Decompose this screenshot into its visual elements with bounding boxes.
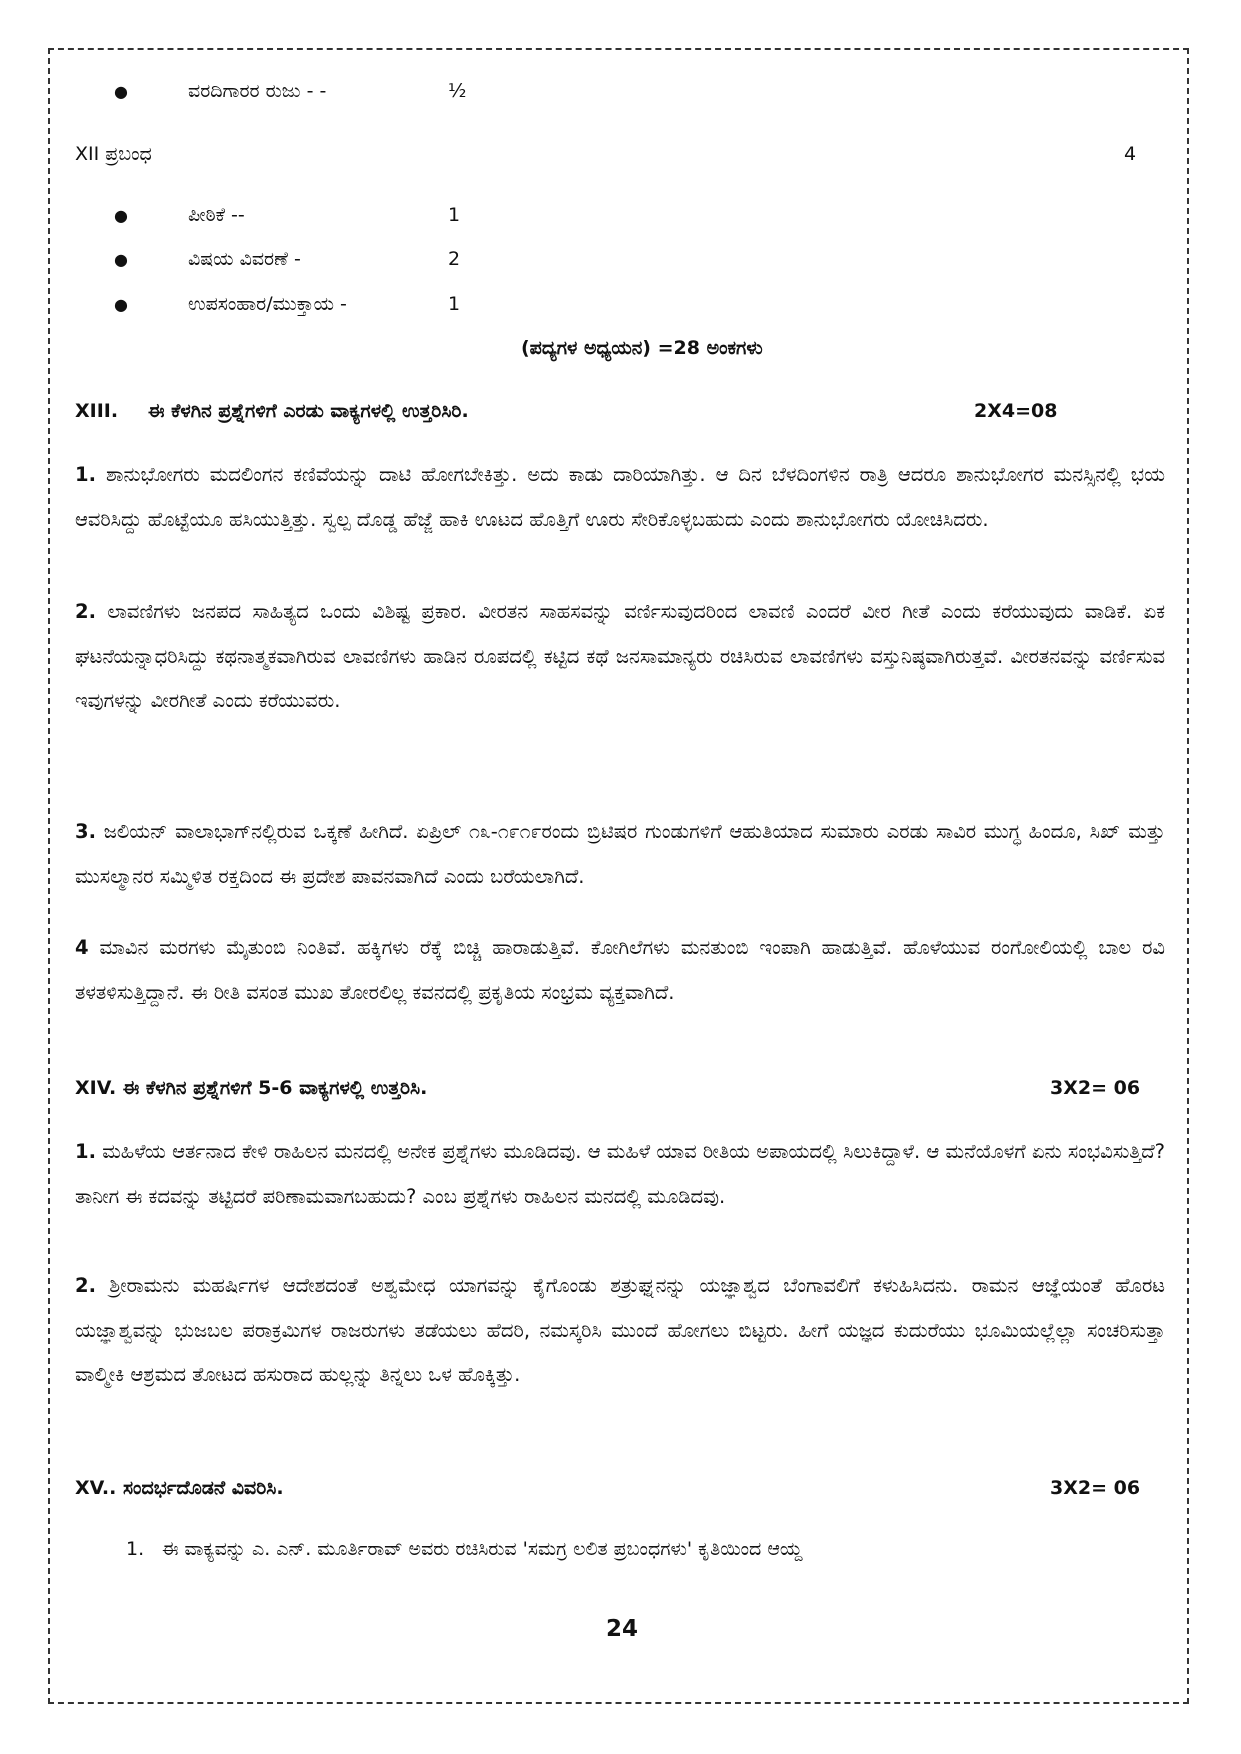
section-xii-item-mark: 1 — [448, 293, 461, 315]
answer-text: ಮಾವಿನ ಮರಗಳು ಮೈತುಂಬಿ ನಿಂತಿವೆ. ಹಕ್ಕಿಗಳು ರೆಕ್ಕೆ ಬಿಚ್ಚಿ ಹಾರಾಡುತ್ತಿವೆ. ಕೋಗಿಲೆಗಳು ಮನತುಂಬಿ ಇಂಪಾಗಿ ಹಾಡುತ್ತಿವೆ. ಹೊಳೆಯುವ ರಂಗೋಲಿಯಲ್ಲಿ ಬಾಲ ರವಿ ತಳತಳಿಸುತ್ತಿದ್ದಾನೆ. ಈ ರೀತಿ ವಸಂತ ಮುಖ ತೋರಲಿಲ್ಲ ಕವನದಲ್ಲಿ ಪ್ರಕೃತಿಯ ಸಂಭ್ರಮ ವ್ಯಕ್ತವಾಗಿದೆ. — [75, 936, 1165, 1004]
section-xiii-question: ಈ ಕೆಳಗಿನ ಪ್ರಶ್ನೆಗಳಿಗೆ ಎರಡು ವಾಕ್ಯಗಳಲ್ಲಿ ಉತ್ತರಿಸಿರಿ. — [148, 400, 469, 422]
answer-text: ಶಾನುಭೋಗರು ಮದಲಿಂಗನ ಕಣಿವೆಯನ್ನು ದಾಟಿ ಹೋಗಬೇಕಿತ್ತು. ಅದು ಕಾಡು ದಾರಿಯಾಗಿತ್ತು. ಆ ದಿನ ಬೆಳದಿಂಗಳಿನ ರಾತ್ರಿ ಆದರೂ ಶಾನುಭೋಗರ ಮನಸ್ಸಿನಲ್ಲಿ ಭಯ ಆವರಿಸಿದ್ದು ಹೊಟ್ಟೆಯೂ ಹಸಿಯುತ್ತಿತ್ತು. ಸ್ವಲ್ಪ ದೊಡ್ಡ ಹೆಜ್ಜೆ ಹಾಕಿ ಊಟದ ಹೊತ್ತಿಗೆ ಊರು ಸೇರಿಕೊಳ್ಳಬಹುದು ಎಂದು ಶಾನುಭೋಗರು ಯೋಚಿಸಿದರು. — [75, 463, 1166, 531]
bullet-icon: ● — [114, 250, 128, 269]
answer-number: 1. — [75, 463, 96, 486]
answer-paragraph — [75, 590, 1165, 724]
answer-text: ಶ್ರೀರಾಮನು ಮಹರ್ಷಿಗಳ ಆದೇಶದಂತೆ ಅಶ್ವಮೇಧ ಯಾಗವನ್ನು ಕೈಗೊಂಡು ಶತ್ರುಘ್ನನನ್ನು ಯಜ್ಞಾಶ್ವದ ಬೆಂಗಾವಲಿಗೆ ಕಳುಹಿಸಿದನು. ರಾಮನ ಆಜ್ಞೆಯಂತೆ ಹೊರಟ ಯಜ್ಞಾಶ್ವವನ್ನು ಭುಜಬಲ ಪರಾಕ್ರಮಿಗಳ ರಾಜರುಗಳು ತಡೆಯಲು ಹೆದರಿ, ನಮಸ್ಕರಿಸಿ ಮುಂದೆ ಹೋಗಲು ಬಿಟ್ಟರು. ಹೀಗೆ ಯಜ್ಞದ ಕುದುರೆಯು ಭೂಮಿಯಲ್ಲೆಲ್ಲಾ ಸಂಚರಿಸುತ್ತಾ ವಾಲ್ಮೀಕಿ ಆಶ್ರಮದ ತೋಟದ ಹಸುರಾದ ಹುಲ್ಲನ್ನು ತಿನ್ನಲು ಒಳ ಹೊಕ್ಕಿತ್ತು. — [75, 1274, 1165, 1386]
section-xii-item-label: ಉಪಸಂಹಾರ/ಮುಕ್ತಾಯ - — [188, 293, 347, 315]
section-xiv-heading: XIV. ಈ ಕೆಳಗಿನ ಪ್ರಶ್ನೆಗಳಿಗೆ 5-6 ವಾಕ್ಯಗಳಲ್ಲಿ ಉತ್ತರಿಸಿ. — [75, 1077, 428, 1099]
section-xiv-marks: 3X2= 06 — [1050, 1077, 1141, 1099]
answer-text: ಲಾವಣಿಗಳು ಜನಪದ ಸಾಹಿತ್ಯದ ಒಂದು ವಿಶಿಷ್ಟ ಪ್ರಕಾರ. ವೀರತನ ಸಾಹಸವನ್ನು ವರ್ಣಿಸುವುದರಿಂದ ಲಾವಣಿ ಎಂದರೆ ವೀರ ಗೀತೆ ಎಂದು ಕರೆಯುವುದು ವಾಡಿಕೆ. ಏಕ ಘಟನೆಯನ್ನಾಧರಿಸಿದ್ದು ಕಥನಾತ್ಮಕವಾಗಿರುವ ಲಾವಣಿಗಳು ಹಾಡಿನ ರೂಪದಲ್ಲಿ ಕಟ್ಟಿದ ಕಥೆ ಜನಸಾಮಾನ್ಯರು ರಚಿಸಿರುವ ಲಾವಣಿಗಳು ವಸ್ತುನಿಷ್ಠವಾಗಿರುತ್ತವೆ. ವೀರತನವನ್ನು ವರ್ಣಿಸುವ ಇವುಗಳನ್ನು ವೀರಗೀತೆ ಎಂದು ಕರೆಯುವರು. — [75, 600, 1165, 712]
answer-number: 2. — [75, 1274, 96, 1297]
answer-paragraph — [75, 810, 1165, 899]
answer-paragraph — [75, 1264, 1165, 1398]
section-xv-item-number: 1. — [126, 1538, 145, 1560]
answer-text: ಮಹಿಳೆಯ ಆರ್ತನಾದ ಕೇಳಿ ರಾಹಿಲನ ಮನದಲ್ಲಿ ಅನೇಕ ಪ್ರಶ್ನೆಗಳು ಮೂಡಿದವು. ಆ ಮಹಿಳೆ ಯಾವ ರೀತಿಯ ಅಪಾಯದಲ್ಲಿ ಸಿಲುಕಿದ್ದಾಳೆ. ಆ ಮನೆಯೊಳಗೆ ಏನು ಸಂಭವಿಸುತ್ತಿದೆ? ತಾನೀಗ ಈ ಕದವನ್ನು ತಟ್ಟಿದರೆ ಪರಿಣಾಮವಾಗಬಹುದು? ಎಂಬ ಪ್ರಶ್ನೆಗಳು ರಾಹಿಲನ ಮನದಲ್ಲಿ ಮೂಡಿದವು. — [75, 1140, 1166, 1208]
answer-paragraph — [75, 926, 1165, 1015]
answer-number: 3. — [75, 820, 96, 843]
section-xv-item-text: ಈ ವಾಕ್ಯವನ್ನು ಎ. ಎನ್. ಮೂರ್ತಿರಾವ್ ಅವರು ರಚಿಸಿರುವ 'ಸಮಗ್ರ ಲಲಿತ ಪ್ರಬಂಧಗಳು' ಕೃತಿಯಿಂದ ಆಯ್ದ — [162, 1538, 802, 1560]
top-item-label: ವರದಿಗಾರರ ರುಜು - - — [188, 80, 327, 102]
bullet-icon: ● — [114, 82, 128, 101]
answer-text: ಜಲಿಯನ್ ವಾಲಾಭಾಗ್‌ನಲ್ಲಿರುವ ಒಕ್ಕಣೆ ಹೀಗಿದೆ. ಏಪ್ರಿಲ್ ೧೩-೧೯೧೯ರಂದು ಬ್ರಿಟಿಷರ ಗುಂಡುಗಳಿಗೆ ಆಹುತಿಯಾದ ಸುಮಾರು ಎರಡು ಸಾವಿರ ಮುಗ್ಧ ಹಿಂದೂ, ಸಿಖ್ ಮತ್ತು ಮುಸಲ್ಮಾನರ ಸಮ್ಮಿಳಿತ ರಕ್ತದಿಂದ ಈ ಪ್ರದೇಶ ಪಾವನವಾಗಿದೆ ಎಂದು ಬರೆಯಲಾಗಿದೆ. — [75, 820, 1166, 888]
section-xv-heading: XV.. ಸಂದರ್ಭದೊಡನೆ ವಿವರಿಸಿ. — [75, 1477, 284, 1499]
answer-number: 2. — [75, 600, 96, 623]
section-xii-item-label: ವಿಷಯ ವಿವರಣೆ - — [188, 248, 301, 270]
answer-paragraph — [75, 453, 1165, 542]
poetry-section-heading: (ಪದ್ಯಗಳ ಅಧ್ಯಯನ) =28 ಅಂಕಗಳು — [521, 337, 763, 359]
section-xiii-roman: XIII. — [75, 400, 119, 422]
section-xii-item-mark: 2 — [448, 248, 461, 270]
answer-number: 4 — [75, 936, 89, 959]
top-item-mark: ½ — [448, 80, 467, 102]
section-xii-item-label: ಪೀಠಿಕೆ -- — [188, 204, 245, 226]
section-xii-title: XII ಪ್ರಬಂಧ — [75, 143, 152, 165]
section-xiii-marks: 2X4=08 — [974, 400, 1058, 422]
answer-number: 1. — [75, 1140, 96, 1163]
section-xii-item-mark: 1 — [448, 204, 461, 226]
section-xv-marks: 3X2= 06 — [1050, 1477, 1141, 1499]
page-number: 24 — [606, 1616, 639, 1642]
answer-paragraph — [75, 1130, 1165, 1219]
section-xii-marks: 4 — [1124, 143, 1137, 165]
bullet-icon: ● — [114, 295, 128, 314]
bullet-icon: ● — [114, 206, 128, 225]
